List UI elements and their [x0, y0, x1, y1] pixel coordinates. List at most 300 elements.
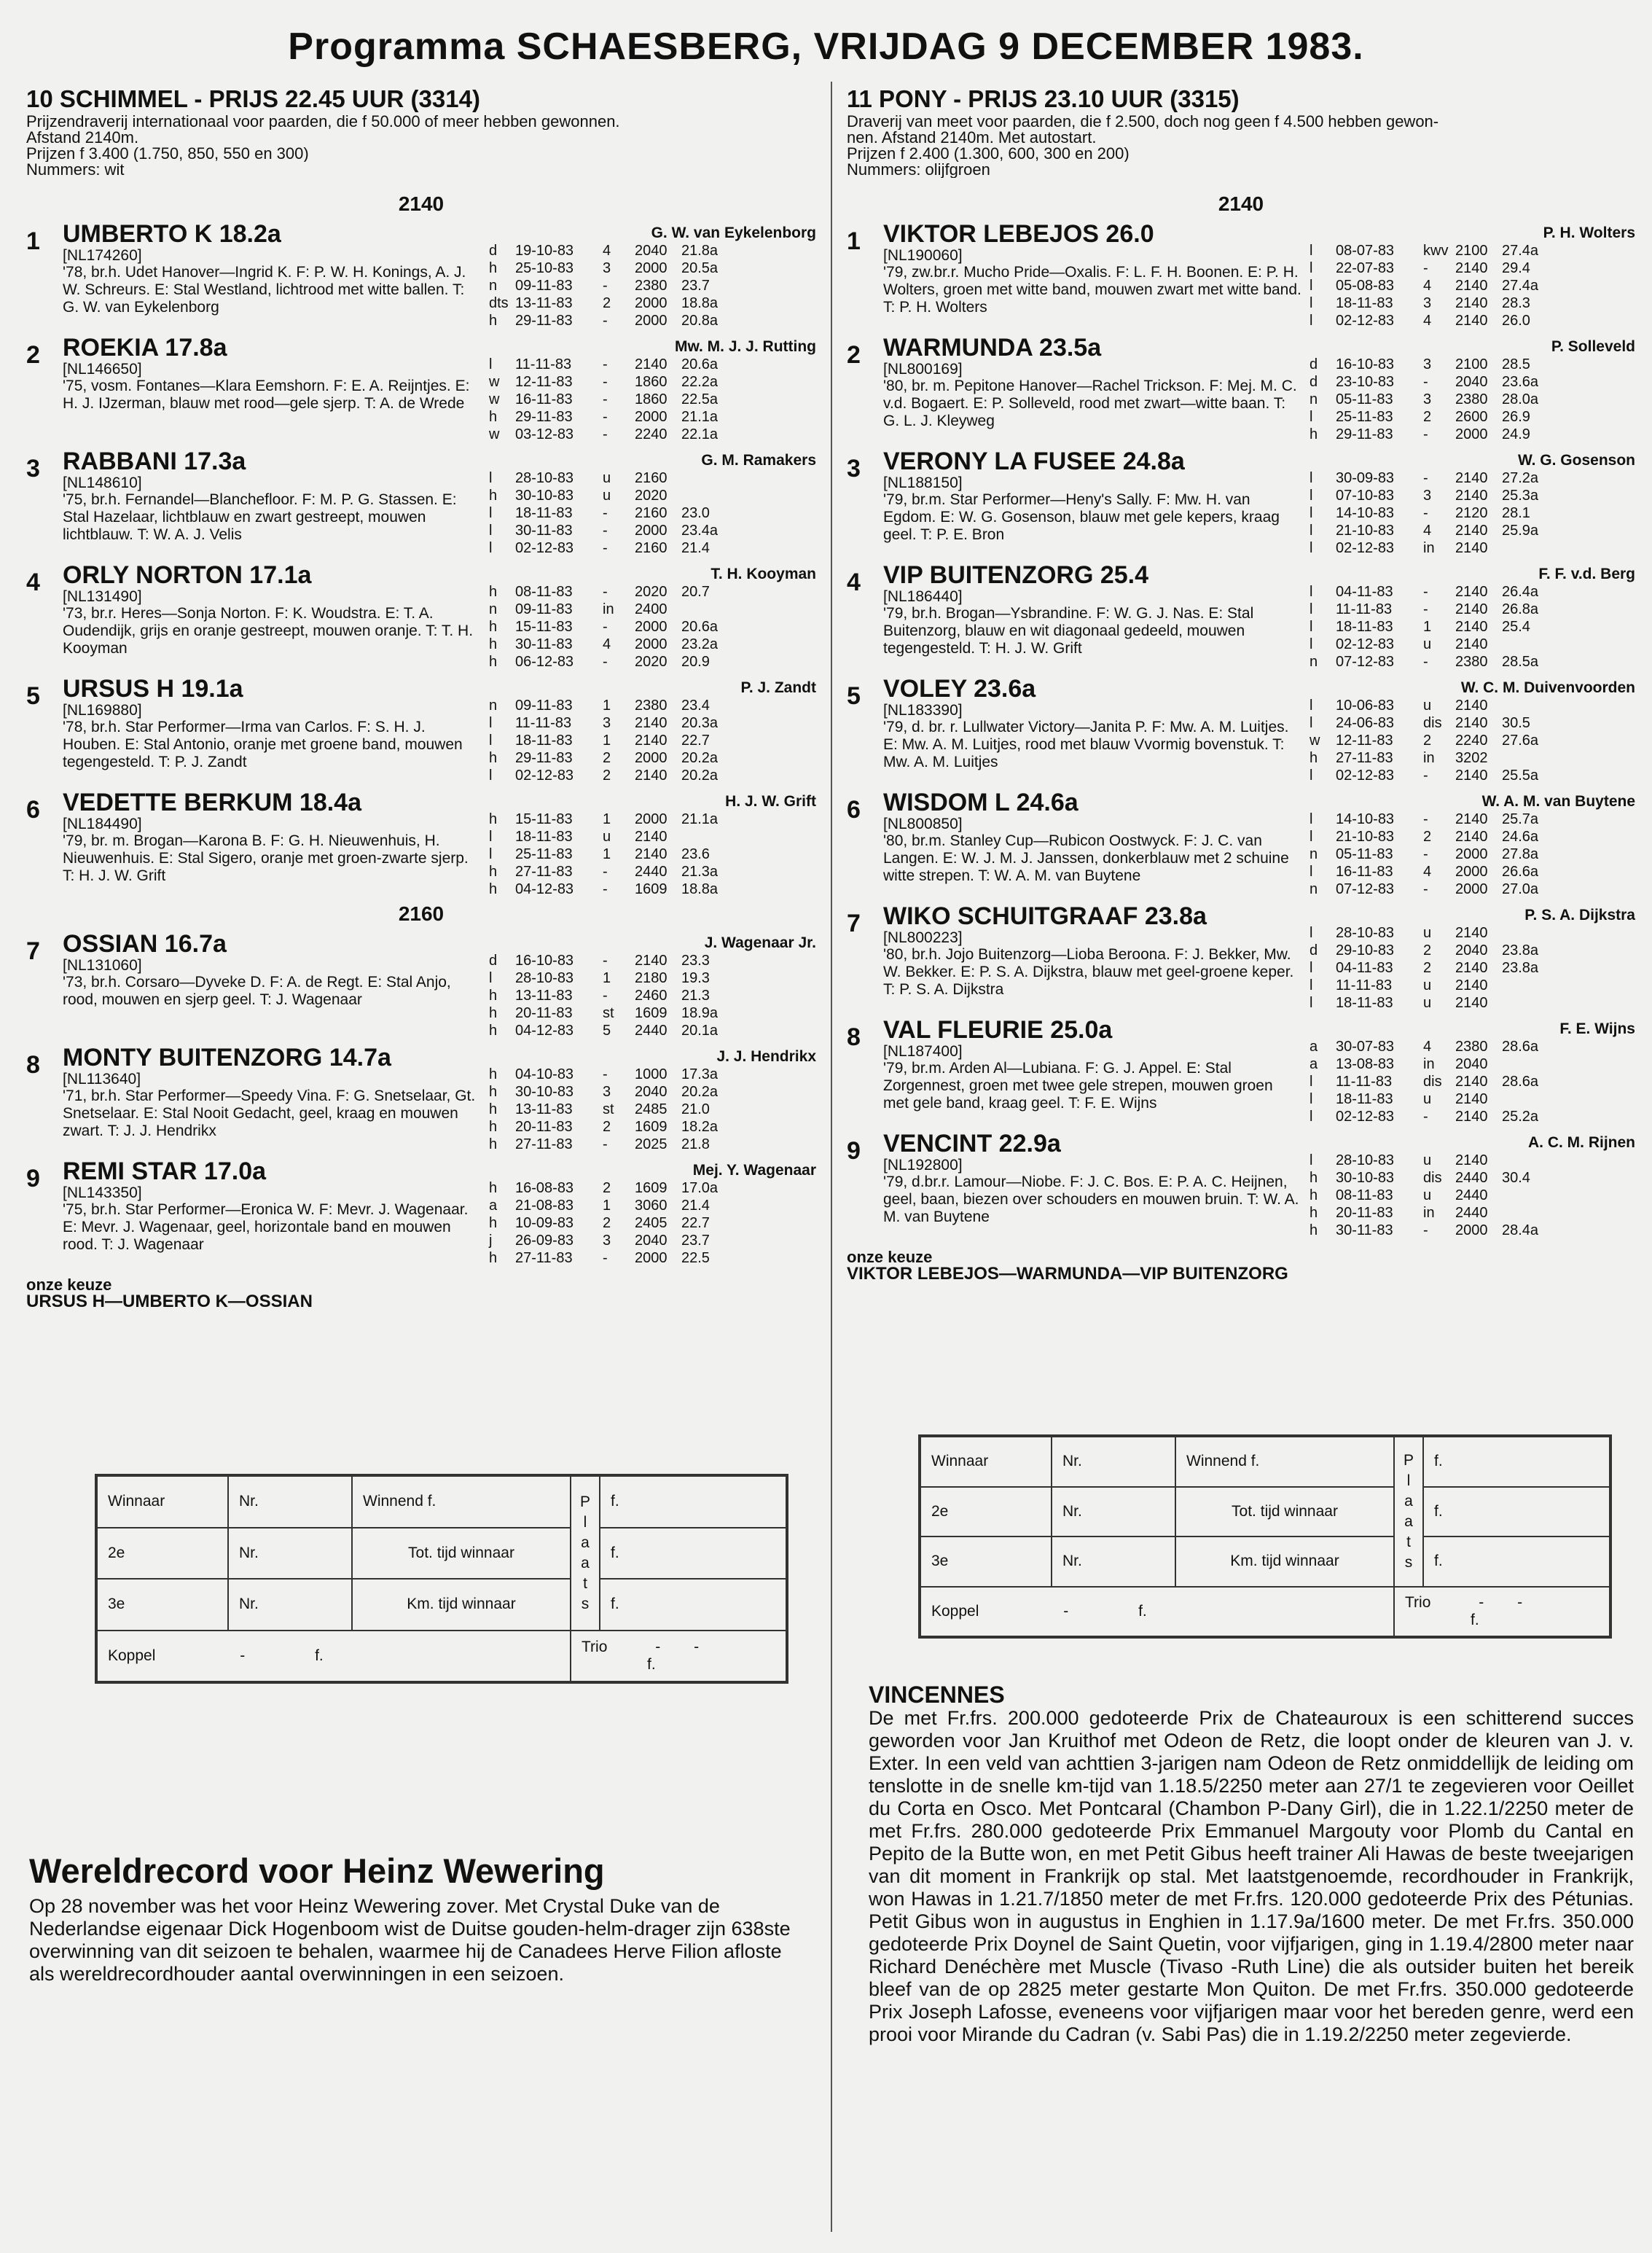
race-distance: 2000: [635, 313, 668, 329]
race-distance: 2460: [635, 988, 668, 1004]
km-time: [1502, 539, 1635, 557]
race-distance: 2040: [1455, 374, 1488, 390]
race-condition-line: Prijzen f 3.400 (1.750, 850, 550 en 300): [26, 146, 309, 162]
km-time: 26.4a: [1502, 584, 1539, 600]
track-condition: h: [489, 584, 498, 600]
form-row: [489, 1214, 816, 1232]
km-time: 22.5a: [681, 391, 719, 407]
track-condition: w: [1310, 733, 1320, 749]
placing: dis: [1423, 715, 1442, 731]
koppel-row: Koppel - f.: [97, 1631, 571, 1682]
km-time: 21.1a: [681, 811, 719, 827]
km-time: 26.8a: [1502, 601, 1539, 617]
form-row: [489, 312, 816, 329]
entry-info: [63, 561, 482, 671]
placing: -: [1423, 260, 1428, 276]
race-condition-line: Prijzendraverij internationaal voor paarden, die f 50.000 of meer hebben gewonnen.: [26, 114, 620, 130]
placing: -: [1423, 1222, 1428, 1238]
placing: -: [603, 584, 608, 600]
placing: -: [603, 374, 608, 390]
race-condition-line: Nummers: wit: [26, 162, 125, 178]
race-distance: 1609: [635, 1180, 668, 1196]
placing: -: [1423, 601, 1428, 617]
placing: -: [1423, 505, 1428, 521]
km-tijd-label: Km. tijd winnaar: [352, 1579, 571, 1631]
km-time: 23.7: [681, 1233, 710, 1249]
entry-info: [63, 675, 482, 784]
race-date: 11-11-83: [515, 356, 572, 372]
form-row: [1310, 880, 1635, 898]
recent-form: [482, 1157, 816, 1267]
track-condition: l: [1310, 243, 1313, 259]
track-condition: l: [1310, 768, 1313, 784]
horse-entry: [847, 561, 1635, 671]
horse-name: WIKO SCHUITGRAAF 23.8a: [883, 902, 1207, 930]
horse-entry: [26, 561, 816, 671]
nr-label: Nr.: [228, 1476, 352, 1528]
horse-name: OSSIAN 16.7a: [63, 930, 227, 958]
form-row: [1310, 732, 1635, 749]
form-row: [1310, 714, 1635, 732]
entry-number: 7: [847, 910, 861, 937]
placing: 2: [603, 1180, 611, 1196]
km-time: 27.2a: [1502, 470, 1539, 486]
track-condition: h: [489, 750, 498, 766]
placing: u: [1423, 995, 1432, 1011]
km-time: 29.4: [1502, 260, 1530, 276]
placing: -: [1423, 470, 1428, 486]
km-time: 17.3a: [681, 1066, 719, 1082]
entry-number: 2: [26, 341, 40, 369]
placing: -: [1423, 374, 1428, 390]
race-distance: 2240: [635, 426, 668, 442]
form-table: [1310, 1038, 1635, 1125]
second-label: 2e: [920, 1487, 1052, 1537]
race-distance: 2140: [1455, 470, 1488, 486]
km-time: [1502, 1055, 1635, 1073]
registration-number: [NL800223]: [883, 929, 963, 946]
race-distance: 2140: [1455, 715, 1488, 731]
form-row: [489, 828, 816, 846]
registration-number: [NL131490]: [63, 588, 142, 605]
entry-info: [883, 561, 1302, 671]
registration-number: [NL169880]: [63, 702, 142, 719]
plaats-f-2: f.: [1423, 1487, 1610, 1537]
km-time: 22.2a: [681, 374, 719, 390]
form-row: [489, 1004, 816, 1022]
km-time: 25.7a: [1502, 811, 1539, 827]
horse-name: RABBANI 17.3a: [63, 448, 246, 475]
track-condition: l: [1310, 636, 1313, 652]
form-row: [1310, 863, 1635, 880]
race-distance: 2140: [635, 768, 668, 784]
horse-entry: [26, 448, 816, 557]
registration-number: [NL143350]: [63, 1184, 142, 1201]
track-condition: h: [1310, 1170, 1318, 1186]
placing: 1: [603, 698, 611, 714]
horse-description: '75, vosm. Fontanes—Klara Eemshorn. F: E. A. Reijntjes. E: H. J. IJzerman, blauw met rood—gele sjerp. T: A. de Wrede: [63, 378, 470, 412]
registration-number: [NL148610]: [63, 475, 142, 491]
placing: 4: [1423, 523, 1432, 539]
form-row: [489, 863, 816, 880]
km-time: [1502, 924, 1635, 942]
placing: -: [1423, 768, 1428, 784]
placing: 2: [1423, 960, 1432, 976]
track-condition: h: [489, 1119, 498, 1135]
race-date: 22-07-83: [1336, 260, 1395, 276]
race-distance: 2000: [635, 409, 668, 425]
entry-number: 3: [847, 455, 861, 483]
track-condition: l: [489, 970, 493, 986]
race-date: 18-11-83: [515, 733, 573, 749]
form-row: [1310, 601, 1635, 618]
horse-name: WARMUNDA 23.5a: [883, 334, 1102, 362]
track-condition: h: [489, 313, 498, 329]
track-condition: d: [1310, 356, 1318, 372]
entry-number: 5: [847, 682, 861, 710]
form-row: [1310, 749, 1635, 767]
race-distance: 2440: [635, 864, 668, 880]
track-condition: l: [1310, 960, 1313, 976]
km-time: 28.4a: [1502, 1222, 1539, 1238]
form-row: [489, 952, 816, 969]
track-condition: h: [489, 1136, 498, 1152]
track-condition: l: [1310, 1152, 1313, 1168]
race-date: 11-11-83: [1336, 601, 1393, 617]
result-box-race-10: [95, 1474, 788, 1684]
placing: -: [603, 540, 608, 556]
form-row: [1310, 356, 1635, 373]
entry-info: [63, 334, 482, 443]
form-row: [489, 749, 816, 767]
winnend-label: Winnend f.: [352, 1476, 571, 1528]
horse-description: '71, br.h. Star Performer—Speedy Vina. F: G. Snetselaar, Gt. Snetselaar. E: Stal Nooit Gedacht, geel, kraag en mouwen zwart. T: J. J. Hendrikx: [63, 1088, 476, 1139]
race-date: 03-12-83: [515, 426, 574, 442]
registration-number: [NL146650]: [63, 361, 142, 378]
form-row: [489, 1136, 816, 1153]
race-date: 11-11-83: [1336, 977, 1393, 993]
form-row: [489, 1232, 816, 1249]
placing: 5: [603, 1023, 611, 1039]
third-label: 3e: [97, 1579, 228, 1631]
horse-entry: [847, 220, 1635, 329]
form-row: [1310, 259, 1635, 277]
race-distance: 2140: [1455, 295, 1488, 311]
form-table: [1310, 697, 1635, 784]
horse-name: VEDETTE BERKUM 18.4a: [63, 789, 361, 816]
trio-row: Trio - - f.: [571, 1631, 786, 1682]
race-date: 19-10-83: [515, 243, 574, 259]
article-title: VINCENNES: [869, 1682, 1005, 1708]
entry-info: [883, 675, 1302, 784]
placing: 3: [1423, 391, 1432, 407]
recent-form: [482, 220, 816, 329]
km-time: [1502, 977, 1635, 994]
race-date: 04-11-83: [1336, 584, 1393, 600]
race-date: 02-12-83: [1336, 540, 1395, 556]
track-condition: h: [489, 488, 498, 504]
placing: -: [603, 1066, 608, 1082]
km-time: 20.2a: [681, 1084, 719, 1100]
race-distance: 2405: [635, 1215, 668, 1231]
placing: -: [603, 953, 608, 969]
driver-name: P. H. Wolters: [1543, 224, 1635, 241]
race-date: 28-10-83: [1336, 1152, 1395, 1168]
race-date: 30-10-83: [1336, 1170, 1395, 1186]
track-condition: l: [1310, 409, 1313, 425]
track-condition: l: [1310, 925, 1313, 941]
km-time: 22.5: [681, 1250, 710, 1266]
race-distance: 2025: [635, 1136, 668, 1152]
track-condition: h: [489, 988, 498, 1004]
track-condition: l: [1310, 523, 1313, 539]
page-title: Programma SCHAESBERG, VRIJDAG 9 DECEMBER 1983.: [288, 26, 1364, 68]
horse-entry: [847, 789, 1635, 898]
race-date: 11-11-83: [1336, 1074, 1393, 1090]
form-row: [489, 987, 816, 1004]
race-condition-line: Nummers: olijfgroen: [847, 162, 990, 178]
race-distance: 2140: [1455, 260, 1488, 276]
entry-number: 1: [847, 227, 861, 255]
placing: in: [1423, 750, 1435, 766]
form-row: [489, 1022, 816, 1039]
track-condition: h: [489, 1023, 498, 1039]
race-distance: 2040: [635, 1084, 668, 1100]
km-time: 28.5: [1502, 356, 1530, 372]
driver-name: F. F. v.d. Berg: [1538, 566, 1635, 582]
race-date: 02-12-83: [1336, 636, 1395, 652]
second-label: 2e: [97, 1528, 228, 1580]
driver-name: W. A. M. van Buytene: [1481, 793, 1635, 810]
distance-label: 2140: [1218, 192, 1264, 215]
track-condition: l: [489, 715, 493, 731]
race-distance: 2160: [635, 505, 668, 521]
form-row: [489, 1101, 816, 1118]
track-condition: h: [489, 811, 498, 827]
form-row: [489, 539, 816, 557]
form-row: [489, 601, 816, 618]
track-condition: l: [1310, 313, 1313, 329]
form-row: [1310, 653, 1635, 671]
race-distance: 2140: [635, 846, 668, 862]
driver-name: P. Solleveld: [1551, 338, 1635, 355]
placing: -: [1423, 881, 1428, 897]
km-time: 30.5: [1502, 715, 1530, 731]
race-heading: 11 PONY - PRIJS 23.10 UUR (3315): [847, 85, 1240, 112]
race-date: 26-09-83: [515, 1233, 574, 1249]
track-condition: h: [489, 654, 498, 670]
track-condition: l: [1310, 488, 1313, 504]
race-condition-line: Draverij van meet voor paarden, die f 2.500, doch nog geen f 4.500 hebben gewon-: [847, 114, 1439, 130]
placing: 1: [603, 811, 611, 827]
race-distance: 2100: [1455, 243, 1488, 259]
form-row: [489, 277, 816, 294]
km-time: 26.9: [1502, 409, 1530, 425]
form-table: [1310, 583, 1635, 671]
winnend-label: Winnend f.: [1175, 1437, 1394, 1487]
form-row: [1310, 828, 1635, 846]
placing: -: [603, 864, 608, 880]
placing: 2: [603, 768, 611, 784]
km-time: 23.3: [681, 953, 710, 969]
trio-row: Trio - - f.: [1394, 1587, 1610, 1637]
entry-number: 3: [26, 455, 40, 483]
horse-description: '79, d. br. r. Lullwater Victory—Janita P. F: Mw. A. M. Luitjes. E: Mw. A. M. Luitjes, rood met blauw Vvormig bovenstuk. T: Mw. A. M. Luitjes: [883, 719, 1289, 770]
track-condition: d: [1310, 942, 1318, 958]
race-distance: 1000: [635, 1066, 668, 1082]
form-row: [1310, 373, 1635, 391]
km-time: 20.6a: [681, 356, 719, 372]
race-date: 02-12-83: [515, 540, 574, 556]
race-date: 30-10-83: [515, 488, 574, 504]
km-time: 28.3: [1502, 295, 1530, 311]
km-time: 20.2a: [681, 768, 719, 784]
horse-description: '73, br.r. Heres—Sonja Norton. F: K. Woudstra. E: T. A. Oudendijk, grijs en oranje gestreept, mouwen oranje. T: T. H. Kooyman: [63, 605, 474, 657]
driver-name: J. J. Hendrikx: [716, 1048, 816, 1065]
track-condition: h: [489, 1084, 498, 1100]
race-distance: 2020: [635, 654, 668, 670]
placing: dis: [1423, 1170, 1442, 1186]
race-distance: 2140: [635, 829, 668, 845]
km-time: 22.1a: [681, 426, 719, 442]
placing: u: [1423, 1152, 1432, 1168]
placing: u: [603, 488, 611, 504]
race-date: 08-11-83: [1336, 1187, 1393, 1203]
form-row: [1310, 1090, 1635, 1108]
race-distance: 2140: [1455, 977, 1488, 993]
driver-name: T. H. Kooyman: [710, 566, 816, 582]
race-distance: 2140: [1455, 540, 1488, 556]
km-time: 20.9: [681, 654, 710, 670]
km-time: [681, 469, 816, 487]
horse-description: '79, br.m. Star Performer—Heny's Sally. F: Mw. H. van Egdom. E: W. G. Gosenson, blauw met gele kepers, kraag geel. T: P. E. Bron: [883, 491, 1280, 543]
race-date: 15-11-83: [515, 619, 573, 635]
race-distance: 3060: [635, 1198, 668, 1214]
plaats-f-2: f.: [600, 1528, 786, 1580]
horse-description: '78, br.h. Star Performer—Irma van Carlos. F: S. H. J. Houben. E: Stal Antonio, oranje met groene band, mouwen tegengesteld. T: P. J. Zandt: [63, 719, 463, 770]
article-title: Wereldrecord voor Heinz Wewering: [29, 1851, 605, 1890]
recent-form: [1302, 1016, 1635, 1125]
race-distance: 1860: [635, 374, 668, 390]
km-time: 21.8: [681, 1136, 710, 1152]
recent-form: [482, 675, 816, 784]
form-row: [489, 969, 816, 987]
recent-form: [482, 448, 816, 557]
race-date: 09-11-83: [515, 698, 573, 714]
tot-tijd-label: Tot. tijd winnaar: [352, 1528, 571, 1580]
placing: in: [1423, 1205, 1435, 1221]
form-row: [1310, 504, 1635, 522]
form-row: [489, 522, 816, 539]
form-row: [1310, 811, 1635, 828]
race-date: 18-11-83: [1336, 1091, 1393, 1107]
form-table: [489, 1179, 816, 1267]
form-row: [1310, 1152, 1635, 1169]
driver-name: G. W. van Eykelenborg: [651, 224, 816, 241]
race-distance: 2140: [1455, 488, 1488, 504]
track-condition: h: [1310, 1222, 1318, 1238]
track-condition: w: [489, 374, 500, 390]
placing: u: [1423, 636, 1432, 652]
race-date: 29-10-83: [1336, 942, 1395, 958]
km-time: 30.4: [1502, 1170, 1530, 1186]
km-time: 19.3: [681, 970, 710, 986]
horse-description: '80, br.m. Stanley Cup—Rubicon Oostwyck. F: J. C. van Langen. E: W. J. M. J. Janssen, donkerblauw met 2 schuine witte strepen. T: W. A. M. van Buytene: [883, 832, 1289, 884]
entry-number: 1: [26, 227, 40, 255]
form-table: [1310, 469, 1635, 557]
placing: 4: [1423, 864, 1432, 880]
track-condition: a: [1310, 1056, 1318, 1072]
track-condition: a: [1310, 1039, 1318, 1055]
race-date: 10-09-83: [515, 1215, 574, 1231]
race-10-column: [26, 86, 816, 1311]
horse-name: VERONY LA FUSEE 24.8a: [883, 448, 1185, 475]
track-condition: l: [489, 846, 493, 862]
race-distance: 2020: [635, 584, 668, 600]
track-condition: h: [1310, 1187, 1318, 1203]
race-date: 11-11-83: [515, 715, 572, 731]
race-distance: 2020: [635, 488, 668, 504]
track-condition: h: [489, 1066, 498, 1082]
nr-label: Nr.: [1052, 1487, 1175, 1537]
race-distance: 2140: [635, 733, 668, 749]
recent-form: [1302, 220, 1635, 329]
race-distance: 2040: [1455, 942, 1488, 958]
horse-description: '75, br.h. Fernandel—Blanchefloor. F: M. P. G. Stassen. E: Stal Hazelaar, lichtblauw en zwart gestreept, mouwen lichtblauw. T: W. A. J. Velis: [63, 491, 457, 543]
form-row: [489, 373, 816, 391]
koppel-row: Koppel - f.: [920, 1587, 1394, 1637]
km-tijd-label: Km. tijd winnaar: [1175, 1537, 1394, 1587]
track-condition: dts: [489, 295, 509, 311]
km-time: [1502, 1204, 1635, 1222]
race-distance: 2000: [635, 811, 668, 827]
track-condition: n: [489, 601, 498, 617]
km-time: 27.4a: [1502, 278, 1539, 294]
track-condition: d: [489, 953, 498, 969]
entry-number: 4: [26, 569, 40, 596]
race-date: 28-10-83: [1336, 925, 1395, 941]
form-row: [1310, 277, 1635, 294]
race-date: 10-06-83: [1336, 698, 1395, 714]
race-distance: 2380: [1455, 1039, 1488, 1055]
form-row: [1310, 487, 1635, 504]
placing: 1: [1423, 619, 1432, 635]
pick-label: onze keuze: [26, 1276, 112, 1294]
race-distance: 2000: [1455, 1222, 1488, 1238]
placing: -: [603, 1250, 608, 1266]
km-time: 23.0: [681, 505, 710, 521]
entry-info: [883, 902, 1302, 1012]
placing: 3: [603, 1084, 611, 1100]
form-row: [1310, 942, 1635, 959]
track-condition: h: [489, 1005, 498, 1021]
form-row: [489, 1083, 816, 1101]
race-date: 04-10-83: [515, 1066, 574, 1082]
km-time: 22.7: [681, 733, 710, 749]
form-table: [489, 242, 816, 329]
race-distance: 2140: [1455, 995, 1488, 1011]
placing: -: [603, 356, 608, 372]
track-condition: l: [1310, 278, 1313, 294]
race-date: 04-12-83: [515, 881, 574, 897]
registration-number: [NL188150]: [883, 475, 963, 491]
placing: -: [1423, 584, 1428, 600]
form-row: [489, 714, 816, 732]
horse-description: '79, br. m. Brogan—Karona B. F: G. H. Nieuwenhuis, H. Nieuwenhuis. E: Stal Sigero, oranje met groen-zwarte sjerp. T: H. J. W. Grift: [63, 832, 469, 884]
horse-name: VENCINT 22.9a: [883, 1130, 1061, 1157]
track-condition: l: [1310, 505, 1313, 521]
race-date: 14-10-83: [1336, 811, 1395, 827]
